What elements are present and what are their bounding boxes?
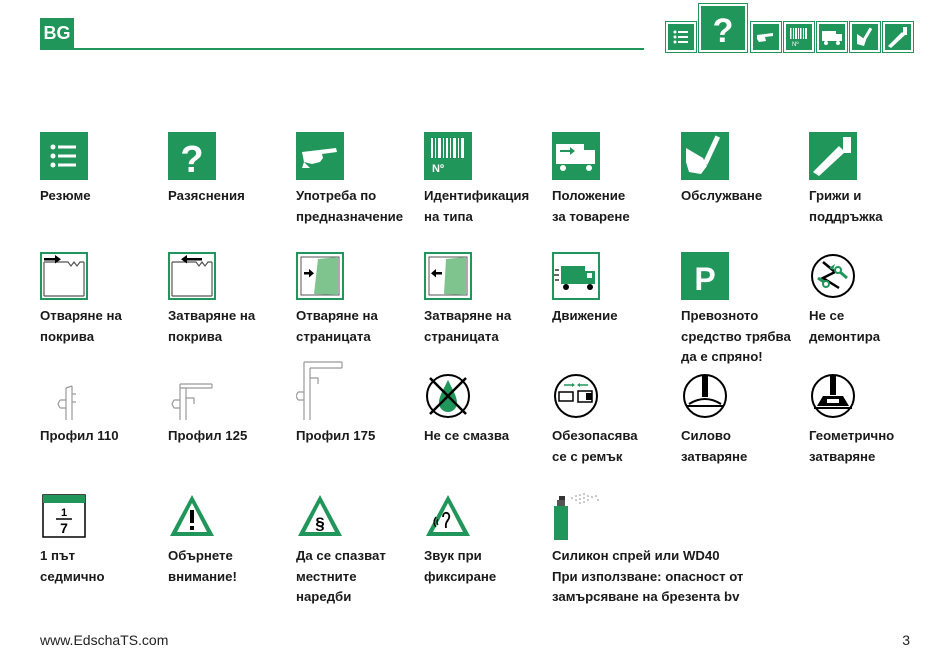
legend-label: Затваряне на страницата [424,308,512,344]
legend-label: Не се демонтира [809,308,881,344]
svg-text:1: 1 [60,507,68,519]
page-number: 3 [902,632,910,648]
legend-label: Силикон спрей или WD40 При използване: опасност от замърсяване на брезента bv [552,548,744,604]
nav-brush-icon[interactable] [883,22,913,52]
legend-label: Да се спазват местните наредби [296,548,386,604]
svg-text:Nº: Nº [792,42,799,48]
legend-label: Грижи и поддръжка [809,188,883,224]
hand-tool-icon [681,132,729,180]
nav-summary-icon[interactable] [666,22,696,52]
regulations-icon [296,492,344,540]
no-lubrication-icon [424,372,472,420]
no-disassembly-icon [809,252,857,300]
legend-label: Затваряне на покрива [168,308,256,344]
legend-label: Превозното средство трябва да е спряно! [681,308,791,364]
svg-text:?: ? [712,12,734,50]
legend-label: Обърнете внимание! [168,548,237,584]
legend-label: Профил 175 [296,428,376,443]
roof-open-icon [40,252,88,300]
profile-110-icon [40,372,88,420]
nav-barcode-icon[interactable] [784,22,814,52]
legend-label: Резюме [40,188,91,203]
legend-label: Обезопасява се с ремък [552,428,638,464]
footer-url[interactable]: www.EdschaTS.com [40,632,169,648]
barcode-icon [424,132,472,180]
truck-moving-icon [552,252,600,300]
ear-sound-icon [424,492,472,540]
pointing-hand-icon [296,132,344,180]
strap-icon [552,372,600,420]
side-close-icon [424,252,472,300]
legend-label: Отваряне на покрива [40,308,122,344]
header-rule [40,48,644,50]
question-icon [168,132,216,180]
legend-label: Употреба по предназначение [296,188,404,224]
parking-icon [681,252,729,300]
nav-truck-icon[interactable] [817,22,847,52]
nav-pointing-hand-icon[interactable] [751,22,781,52]
nav-hand-tool-icon[interactable] [850,22,880,52]
geometric-lock-icon [809,372,857,420]
legend-label: Отваряне на страницата [296,308,378,344]
legend-label: Положение за товарене [552,188,630,224]
legend-label: Звук при фиксиране [424,548,497,584]
legend-label: Разяснения [168,188,245,203]
svg-text:Nº: Nº [432,163,444,175]
legend-label: Силово затваряне [681,428,748,464]
brush-icon [809,132,857,180]
legend-label: 1 път седмично [40,548,105,584]
truck-loading-icon [552,132,600,180]
spray-can-icon [552,492,612,540]
legend-label: Профил 125 [168,428,248,443]
parking-letter: P [694,261,716,297]
legend-label: Не се смазва [424,428,510,443]
profile-125-icon [168,372,216,420]
force-lock-icon [681,372,729,420]
calendar-icon [40,492,88,540]
roof-close-icon [168,252,216,300]
language-badge: BG [40,18,74,48]
legend-label: Идентификация на типа [424,188,530,224]
side-open-icon [296,252,344,300]
summary-icon [40,132,88,180]
legend-label: Движение [552,308,618,323]
legend-label: Профил 110 [40,428,119,443]
nav-question-icon[interactable] [699,4,747,52]
svg-text:?: ? [180,139,204,180]
legend-label: Геометрично затваряне [809,428,895,464]
svg-text:§: § [315,514,325,533]
legend-label: Обслужване [681,188,763,203]
svg-text:7: 7 [60,520,68,536]
profile-175-icon [296,360,344,420]
warning-icon [168,492,216,540]
